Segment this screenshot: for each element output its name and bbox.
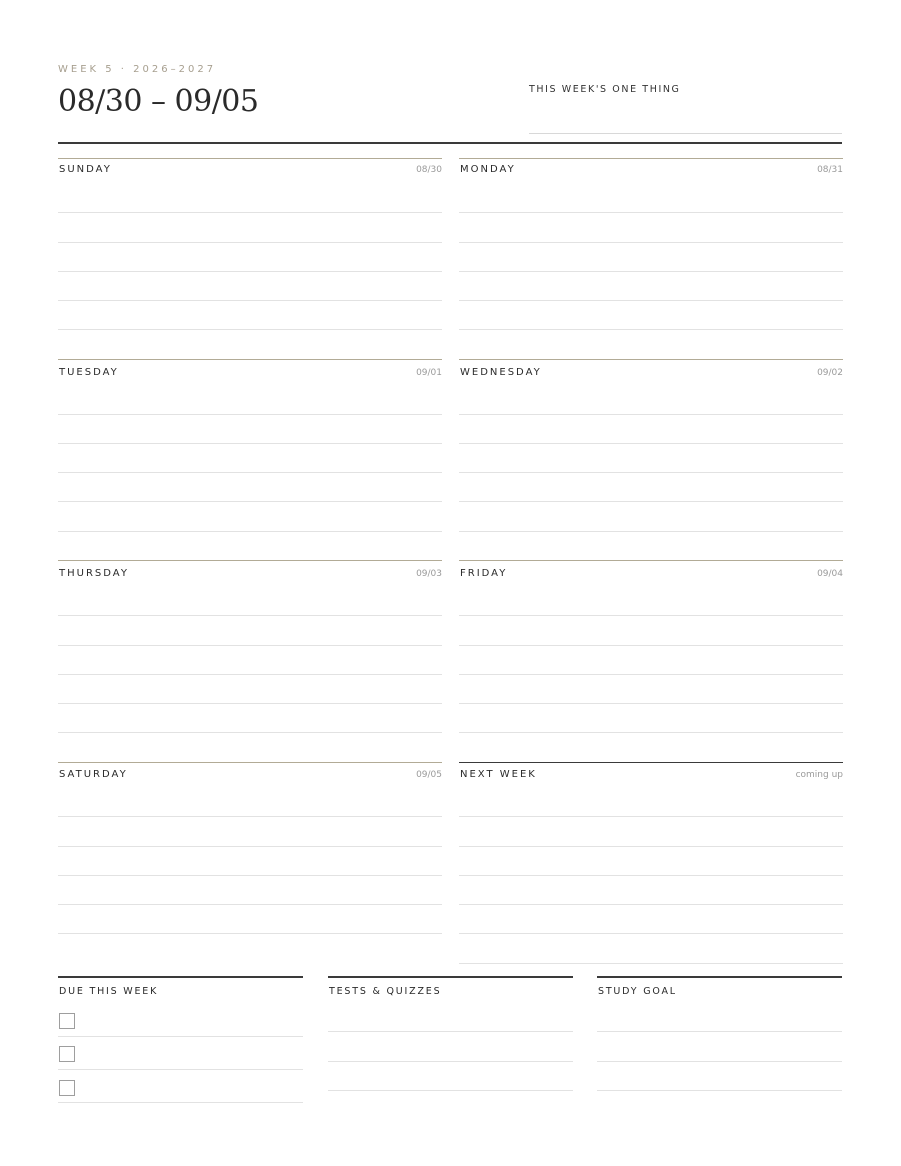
section-title: DUE THIS WEEK: [59, 986, 159, 997]
writing-line[interactable]: [597, 1031, 842, 1032]
writing-line[interactable]: [328, 1061, 573, 1062]
writing-line[interactable]: [58, 271, 442, 272]
day-divider: [58, 560, 442, 561]
writing-line[interactable]: [58, 443, 442, 444]
day-name: MONDAY: [460, 164, 516, 175]
writing-line[interactable]: [597, 1090, 842, 1091]
writing-line[interactable]: [58, 875, 442, 876]
checkbox[interactable]: [59, 1013, 75, 1029]
day-name: SUNDAY: [59, 164, 112, 175]
day-block-next-week: [459, 762, 843, 958]
writing-line[interactable]: [58, 1102, 303, 1103]
writing-line[interactable]: [459, 732, 843, 733]
day-block-wednesday: [459, 359, 843, 555]
writing-line[interactable]: [58, 300, 442, 301]
day-block-thursday: [58, 560, 442, 756]
writing-line[interactable]: [459, 242, 843, 243]
one-thing-label: THIS WEEK'S ONE THING: [529, 84, 681, 95]
writing-line[interactable]: [58, 329, 442, 330]
writing-line[interactable]: [459, 875, 843, 876]
writing-line[interactable]: [459, 443, 843, 444]
writing-line[interactable]: [58, 703, 442, 704]
day-block-friday: [459, 560, 843, 756]
day-block-sunday: [58, 158, 442, 354]
writing-line[interactable]: [328, 1090, 573, 1091]
day-divider: [58, 762, 442, 763]
day-date: 08/30: [416, 165, 442, 175]
day-date: 09/01: [416, 368, 442, 378]
section-rule: [597, 976, 842, 978]
writing-line[interactable]: [58, 732, 442, 733]
writing-line[interactable]: [58, 645, 442, 646]
day-name: SATURDAY: [59, 769, 128, 780]
day-divider: [459, 359, 843, 360]
day-date: 09/05: [416, 770, 442, 780]
writing-line[interactable]: [328, 1031, 573, 1032]
writing-line[interactable]: [459, 212, 843, 213]
writing-line[interactable]: [58, 674, 442, 675]
day-block-tuesday: [58, 359, 442, 555]
tests-quizzes-section: [328, 976, 573, 1106]
section-title: STUDY GOAL: [598, 986, 677, 997]
day-block-monday: [459, 158, 843, 354]
writing-line[interactable]: [58, 414, 442, 415]
writing-line[interactable]: [459, 963, 843, 964]
day-divider: [58, 359, 442, 360]
writing-line[interactable]: [459, 300, 843, 301]
day-divider: [459, 560, 843, 561]
week-label: WEEK 5 · 2026–2027: [58, 64, 217, 75]
writing-line[interactable]: [459, 615, 843, 616]
writing-line[interactable]: [58, 615, 442, 616]
day-date: 09/04: [817, 569, 843, 579]
day-name: FRIDAY: [460, 568, 508, 579]
writing-line[interactable]: [459, 933, 843, 934]
checkbox[interactable]: [59, 1080, 75, 1096]
writing-line[interactable]: [58, 1036, 303, 1037]
writing-line[interactable]: [459, 501, 843, 502]
checkbox[interactable]: [59, 1046, 75, 1062]
day-name: WEDNESDAY: [460, 367, 542, 378]
writing-line[interactable]: [459, 271, 843, 272]
writing-line[interactable]: [459, 846, 843, 847]
day-date: 09/03: [416, 569, 442, 579]
day-divider: [459, 762, 843, 763]
day-block-saturday: [58, 762, 442, 958]
day-divider: [459, 158, 843, 159]
writing-line[interactable]: [459, 472, 843, 473]
writing-line[interactable]: [58, 242, 442, 243]
writing-line[interactable]: [597, 1061, 842, 1062]
section-rule: [328, 976, 573, 978]
day-name: NEXT WEEK: [460, 769, 537, 780]
writing-line[interactable]: [58, 501, 442, 502]
writing-line[interactable]: [459, 674, 843, 675]
section-title: TESTS & QUIZZES: [329, 986, 442, 997]
one-thing-line[interactable]: [529, 133, 842, 134]
writing-line[interactable]: [459, 414, 843, 415]
writing-line[interactable]: [58, 1069, 303, 1070]
writing-line[interactable]: [58, 933, 442, 934]
header-rule: [58, 142, 842, 144]
writing-line[interactable]: [459, 703, 843, 704]
writing-line[interactable]: [58, 212, 442, 213]
day-date: 08/31: [817, 165, 843, 175]
day-date: 09/02: [817, 368, 843, 378]
section-rule: [58, 976, 303, 978]
day-name: TUESDAY: [59, 367, 119, 378]
page-title: 08/30 – 09/05: [58, 84, 259, 119]
day-divider: [58, 158, 442, 159]
writing-line[interactable]: [58, 472, 442, 473]
writing-line[interactable]: [459, 531, 843, 532]
day-date: coming up: [795, 770, 843, 780]
writing-line[interactable]: [459, 645, 843, 646]
study-goal-section: [597, 976, 842, 1106]
writing-line[interactable]: [58, 531, 442, 532]
writing-line[interactable]: [459, 904, 843, 905]
writing-line[interactable]: [459, 816, 843, 817]
due-this-week-section: [58, 976, 303, 1106]
writing-line[interactable]: [459, 329, 843, 330]
writing-line[interactable]: [58, 904, 442, 905]
day-name: THURSDAY: [59, 568, 129, 579]
writing-line[interactable]: [58, 846, 442, 847]
writing-line[interactable]: [58, 816, 442, 817]
